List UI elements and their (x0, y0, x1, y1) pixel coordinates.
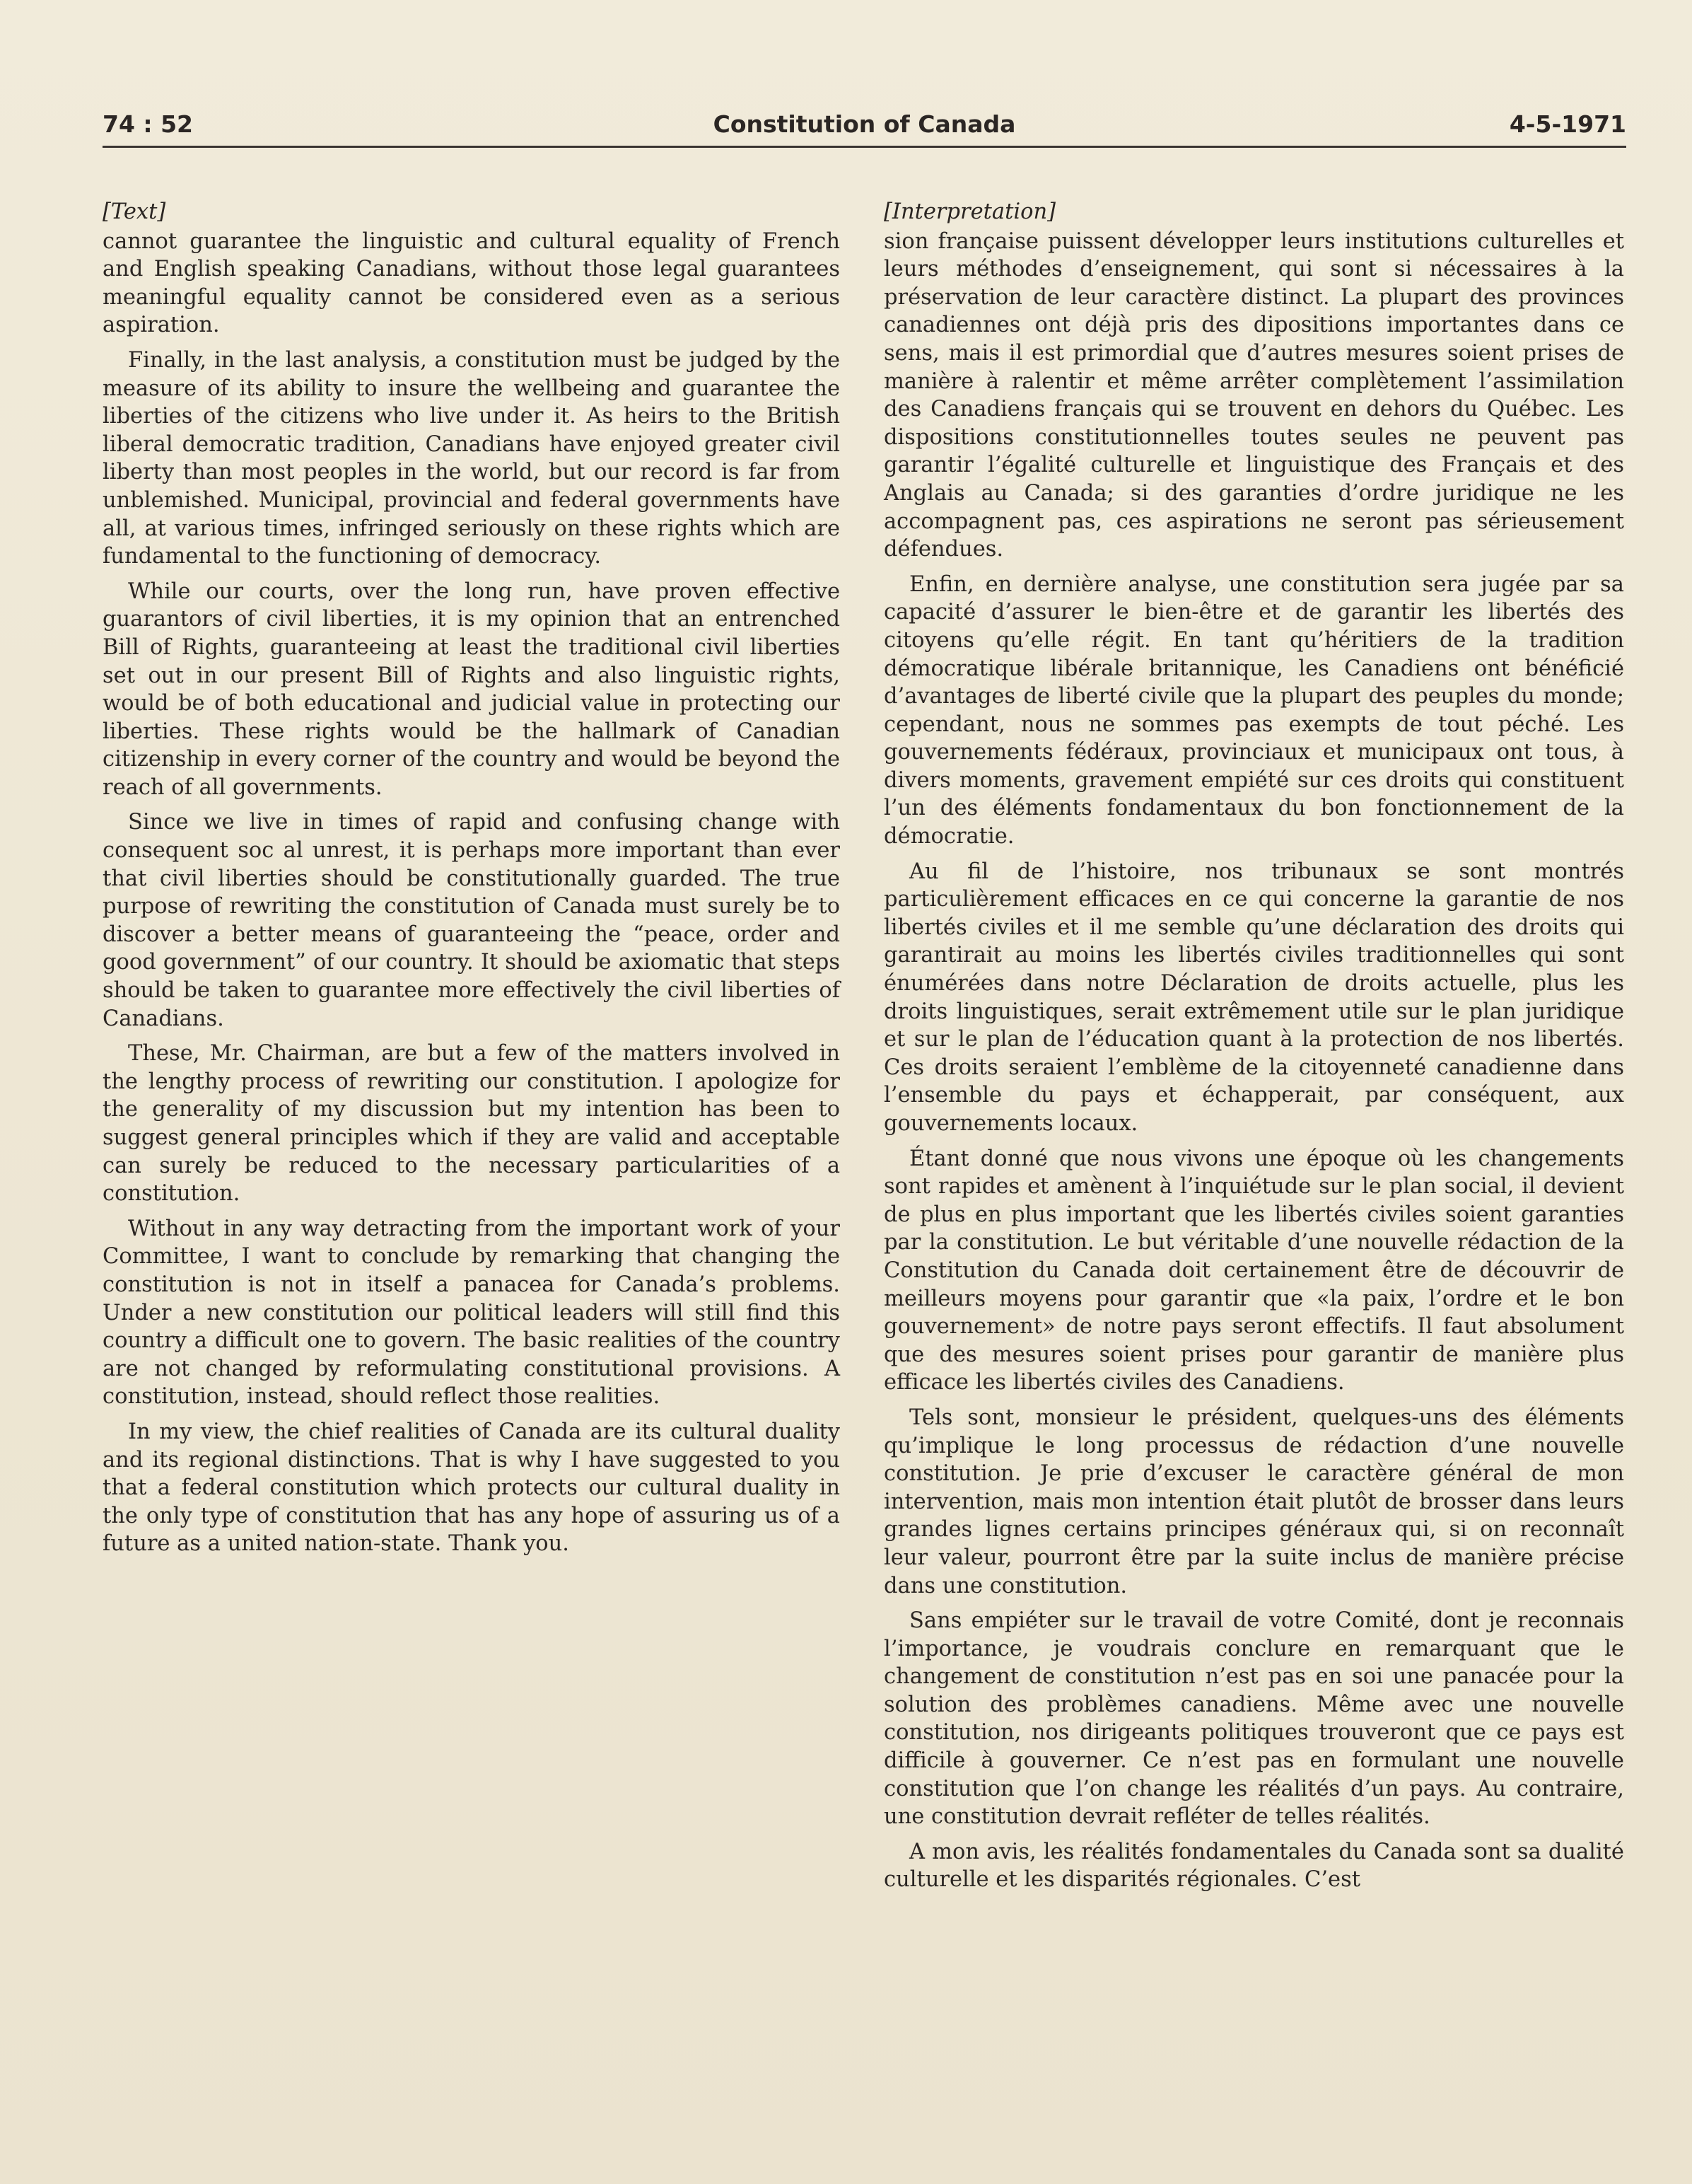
header-rule (103, 146, 1626, 148)
left-paragraph-1: cannot guarantee the linguistic and cultural equality of French and English speaking Canadians, without those legal guarantees meaningful equality cannot be considered even as a serious aspiration. (103, 228, 840, 338)
left-paragraph-5: These, Mr. Chairman, are but a few of the matters involved in the lengthy process of rewriting our constitution. I apologize for the generality of my discussion but my intention has been to suggest general principles which if they are valid and acceptable can surely be reduced to the necessary particularities of a constitution. (103, 1041, 840, 1207)
text-label: [Text] (103, 199, 166, 224)
left-paragraph-7: In my view, the chief realities of Canada are its cultural duality and its regional distinctions. That is why I have suggested to you that a federal constitution which protects our cultural duality in the only type of constitution that has any hope of assuring us of a future as a united nation-state. Thank you. (103, 1419, 840, 1557)
right-paragraph-4: Étant donné que nous vivons une époque où les changements sont rapides et amènent à l’inquiétude sur le plan social, il devient de plus en plus important que les libertés civiles soient garanties par la constitution. Le but véritable d’une nouvelle rédaction de la Constitution du Canada doit certainement être de découvrir de meilleurs moyens pour garantir que «la paix, l’ordre et le bon gouvernement» de notre pays seront effectifs. Il faut absolument que des mesures soient prises pour garantir de manière plus efficace les libertés civiles des Canadiens. (884, 1146, 1624, 1395)
page-number: 74 : 52 (103, 110, 194, 138)
left-paragraph-2: Finally, in the last analysis, a constitution must be judged by the measure of its ability to insure the wellbeing and guarantee the liberties of the citizens who live under it. As heirs to the British liberal democratic tradition, Canadians have enjoyed greater civil liberty than most peoples in the world, but our record is far from unblemished. Municipal, provincial and federal governments have all, at various times, infringed seriously on these rights which are fundamental to the functioning of democracy. (103, 347, 840, 569)
right-paragraph-6: Sans empiéter sur le travail de votre Comité, dont je reconnais l’importance, je voudrais conclure en remarquant que le changement de constitution n’est pas en soi une panacée pour la solution des problèmes canadiens. Même avec une nouvelle constitution, nos dirigeants politiques trouveront que ce pays est difficile à gouverner. Ce n’est pas en formulant une nouvelle constitution que l’on change les réalités d’un pays. Au contraire, une constitution devrait refléter de telles réalités. (884, 1608, 1624, 1830)
right-paragraph-5: Tels sont, monsieur le président, quelques-uns des éléments qu’implique le long processus de rédaction d’une nouvelle constitution. Je prie d’excuser le caractère général de mon intervention, mais mon intention était plutôt de brosser dans leurs grandes lignes certains principes généraux qui, si on reconnaît leur valeur, pourront être par la suite inclus de manière précise dans une constitution. (884, 1405, 1624, 1598)
right-paragraph-3: Au fil de l’histoire, nos tribunaux se sont montrés particulièrement efficaces en ce qui concerne la garantie de nos libertés civiles et il me semble qu’une déclaration des droits qui garantirait au moins les libertés civiles traditionnelles qui sont énumérées dans notre Déclaration de droits actuelle, plus les droits linguistiques, serait extrêmement utile sur le plan juridique et sur le plan de l’éducation quant à la protection de nos libertés. Ces droits seraient l’emblème de la citoyenneté canadienne dans l’ensemble du pays et échapperait, par conséquent, aux gouvernements locaux. (884, 859, 1624, 1136)
right-paragraph-1: sion française puissent développer leurs institutions culturelles et leurs méthodes d’enseignement, qui sont si nécessaires à la préservation de leur caractère distinct. La plupart des provinces canadiennes ont déjà pris des dipositions importantes dans ce sens, mais il est primordial que d’autres mesures soient prises de manière à ralentir et même arrêter complètement l’assimilation des Canadiens français qui se trouvent en dehors du Québec. Les dispositions constitutionnelles toutes seules ne peuvent pas garantir l’égalité culturelle et linguistique des Français et des Anglais au Canada; si des garanties d’ordre juridique ne les accompagnent pas, ces aspirations ne seront pas sérieusement défendues. (884, 228, 1624, 562)
page-date: 4-5-1971 (1509, 110, 1626, 138)
left-paragraph-4: Since we live in times of rapid and confusing change with consequent soc al unrest, it is perhaps more important than ever that civil liberties should be constitutionally guarded. The true purpose of rewriting the constitution of Canada must surely be to discover a better means of guaranteeing the “peace, order and good government” of our country. It should be axiomatic that steps should be taken to guarantee more effectively the civil liberties of Canadians. (103, 810, 840, 1031)
right-paragraph-7: A mon avis, les réalités fondamentales du Canada sont sa dualité culturelle et les disparités régionales. C’est (884, 1839, 1624, 1893)
french-column (884, 198, 1624, 1901)
right-paragraph-2: Enfin, en dernière analyse, une constitution sera jugée par sa capacité d’assurer le bien-être et de garantir les libertés des citoyens qu’elle régit. En tant qu’héritiers de la tradition démocratique libérale britannique, les Canadiens ont bénéficié d’avantages de liberté civile que la plupart des peuples du monde; cependant, nous ne sommes pas exempts de tout péché. Les gouvernements fédéraux, provinciaux et municipaux ont tous, à divers moments, gravement empiété sur ces droits qui constituent l’un des éléments fondamentaux du bon fonctionnement de la démocratie. (884, 571, 1624, 849)
page-title: Constitution of Canada (713, 110, 1016, 138)
left-paragraph-3: While our courts, over the long run, have proven effective guarantors of civil liberties, it is my opinion that an entrenched Bill of Rights, guaranteeing at least the traditional civil liberties set out in our present Bill of Rights and also linguistic rights, would be of both educational and judicial value in protecting our liberties. These rights would be the hallmark of Canadian citizenship in every corner of the country and would be beyond the reach of all governments. (103, 579, 840, 800)
english-column (103, 198, 840, 1565)
page-header (103, 106, 1626, 146)
left-paragraph-6: Without in any way detracting from the important work of your Committee, I want to conclude by remarking that changing the constitution is not in itself a panacea for Canada’s problems. Under a new constitution our political leaders will still find this country a difficult one to govern. The basic realities of the country are not changed by reformulating constitutional provisions. A constitution, instead, should reflect those realities. (103, 1216, 840, 1410)
interpretation-label: [Interpretation] (884, 199, 1056, 224)
